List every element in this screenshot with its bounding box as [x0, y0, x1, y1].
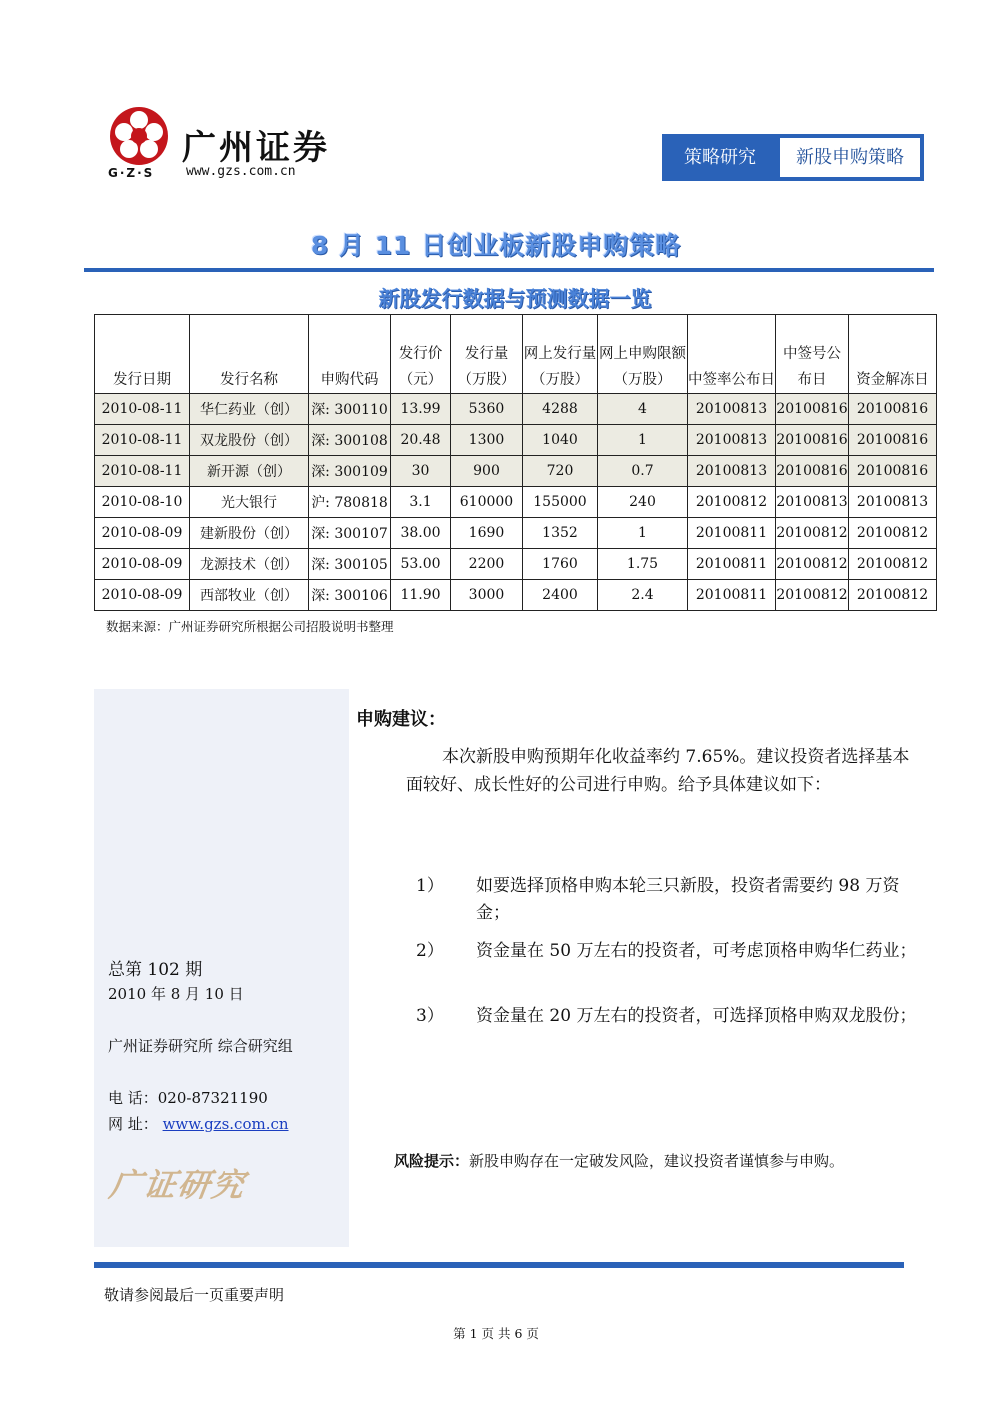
advice-item-text: 资金量在 50 万左右的投资者，可考虑顶格申购华仁药业；: [476, 941, 917, 961]
cell-unfreeze-date: 20100812: [849, 518, 937, 549]
col-header-price: 发行价（元）: [391, 315, 451, 394]
cell-number-date: 20100812: [776, 518, 849, 549]
cell-price: 20.48: [391, 425, 451, 456]
cell-rate-date: 20100811: [688, 518, 776, 549]
cell-limit: 240: [598, 487, 688, 518]
risk-warning: [394, 1150, 844, 1171]
cell-volume: 5360: [451, 394, 523, 425]
table-title: 新股发行数据与预测数据一览: [378, 287, 652, 311]
col-header-code: 申购代码: [309, 315, 391, 394]
advice-item-text: 资金量在 20 万左右的投资者，可选择顶格申购双龙股份；: [476, 1006, 917, 1026]
cell-code: 深: 300106: [309, 580, 391, 611]
table-row: [95, 549, 937, 580]
cell-online-volume: 4288: [523, 394, 598, 425]
cell-volume: 2200: [451, 549, 523, 580]
report-date: 2010 年 8 月 10 日: [108, 985, 244, 1003]
table-row: [95, 487, 937, 518]
cell-limit: 1.75: [598, 549, 688, 580]
phone: 电 话：020-87321190: [108, 1089, 268, 1107]
cell-code: 深: 300108: [309, 425, 391, 456]
cell-date: 2010-08-10: [95, 487, 190, 518]
table-row: [95, 394, 937, 425]
research-dept: 广州证券研究所 综合研究组: [108, 1037, 293, 1055]
cell-price: 11.90: [391, 580, 451, 611]
cell-code: 沪: 780818: [309, 487, 391, 518]
issue-number: 总第 102 期: [108, 960, 203, 980]
cell-date: 2010-08-09: [95, 580, 190, 611]
gzs-emblem-icon: [106, 106, 172, 166]
cell-rate-date: 20100813: [688, 425, 776, 456]
cell-online-volume: 1760: [523, 549, 598, 580]
advice-item-text: 如要选择顶格申购本轮三只新股，投资者需要约 98 万资金；: [476, 876, 900, 923]
col-header-volume: 发行量（万股）: [451, 315, 523, 394]
cell-number-date: 20100816: [776, 425, 849, 456]
cell-name: 华仁药业（创）: [190, 394, 309, 425]
cell-limit: 1: [598, 425, 688, 456]
cell-volume: 610000: [451, 487, 523, 518]
title-rule: [84, 268, 934, 272]
cell-volume: 3000: [451, 580, 523, 611]
cell-limit: 4: [598, 394, 688, 425]
cell-price: 30: [391, 456, 451, 487]
research-stamp: 广证研究: [107, 1166, 249, 1204]
col-header-date: 发行日期: [95, 315, 190, 394]
cell-limit: 1: [598, 518, 688, 549]
cell-price: 3.1: [391, 487, 451, 518]
cell-unfreeze-date: 20100816: [849, 394, 937, 425]
cell-rate-date: 20100813: [688, 394, 776, 425]
logo-name: 广州证券: [182, 128, 330, 168]
cell-volume: 1300: [451, 425, 523, 456]
cell-date: 2010-08-11: [95, 456, 190, 487]
cell-price: 53.00: [391, 549, 451, 580]
cell-code: 深: 300105: [309, 549, 391, 580]
cell-rate-date: 20100811: [688, 580, 776, 611]
website-label: 网 址：: [108, 1115, 158, 1133]
cell-price: 38.00: [391, 518, 451, 549]
cell-limit: 2.4: [598, 580, 688, 611]
cell-date: 2010-08-11: [95, 425, 190, 456]
ipo-table: [94, 314, 937, 611]
cell-name: 西部牧业（创）: [190, 580, 309, 611]
cell-unfreeze-date: 20100816: [849, 456, 937, 487]
cell-price: 13.99: [391, 394, 451, 425]
table-row: [95, 580, 937, 611]
col-header-unfreeze-date: 资金解冻日: [849, 315, 937, 394]
cell-code: 深: 300110: [309, 394, 391, 425]
cell-date: 2010-08-09: [95, 549, 190, 580]
cell-code: 深: 300109: [309, 456, 391, 487]
cell-unfreeze-date: 20100813: [849, 487, 937, 518]
risk-label: 风险提示：: [394, 1152, 470, 1170]
cell-unfreeze-date: 20100812: [849, 549, 937, 580]
advice-item-number: 1）: [416, 876, 444, 896]
col-header-name: 发行名称: [190, 315, 309, 394]
company-logo: [106, 106, 356, 186]
tag-category: 策略研究: [684, 147, 756, 168]
cell-online-volume: 720: [523, 456, 598, 487]
col-header-limit: 网上申购限额（万股）: [598, 315, 688, 394]
cell-name: 光大银行: [190, 487, 309, 518]
advice-heading: 申购建议：: [356, 709, 446, 730]
cell-date: 2010-08-11: [95, 394, 190, 425]
cell-rate-date: 20100811: [688, 549, 776, 580]
advice-item-number: 3）: [416, 1006, 444, 1026]
cell-volume: 1690: [451, 518, 523, 549]
cell-unfreeze-date: 20100816: [849, 425, 937, 456]
cell-rate-date: 20100812: [688, 487, 776, 518]
cell-name: 新开源（创）: [190, 456, 309, 487]
cell-number-date: 20100813: [776, 487, 849, 518]
advice-body: 本次新股申购预期年化收益率约 7.65%。建议投资者选择基本面较好、成长性好的公司进行申购。给予具体建议如下：: [406, 747, 910, 795]
cell-number-date: 20100812: [776, 549, 849, 580]
table-row: [95, 518, 937, 549]
data-source: 数据来源：广州证券研究所根据公司招股说明书整理: [106, 619, 394, 634]
cell-online-volume: 1352: [523, 518, 598, 549]
cell-rate-date: 20100813: [688, 456, 776, 487]
page-number: 第 1 页 共 6 页: [453, 1326, 539, 1341]
tag-topic: 新股申购策略: [780, 138, 920, 177]
cell-name: 建新股份（创）: [190, 518, 309, 549]
website: [108, 1113, 289, 1134]
cell-number-date: 20100812: [776, 580, 849, 611]
cell-name: 双龙股份（创）: [190, 425, 309, 456]
table-row: [95, 456, 937, 487]
cell-name: 龙源技术（创）: [190, 549, 309, 580]
advice-item-number: 2）: [416, 941, 444, 961]
cell-online-volume: 2400: [523, 580, 598, 611]
col-header-online-volume: 网上发行量（万股）: [523, 315, 598, 394]
cell-code: 深: 300107: [309, 518, 391, 549]
table-row: [95, 425, 937, 456]
cell-number-date: 20100816: [776, 394, 849, 425]
logo-abbr: G·Z·S: [108, 166, 155, 180]
cell-volume: 900: [451, 456, 523, 487]
website-link[interactable]: www.gzs.com.cn: [162, 1115, 289, 1133]
col-header-number-date: 中签号公布日: [776, 315, 849, 394]
risk-text: 新股申购存在一定破发风险，建议投资者谨慎参与申购。: [469, 1152, 845, 1170]
cell-limit: 0.7: [598, 456, 688, 487]
cell-date: 2010-08-09: [95, 518, 190, 549]
logo-url: www.gzs.com.cn: [186, 164, 296, 179]
disclaimer-note: 敬请参阅最后一页重要声明: [104, 1286, 285, 1304]
col-header-rate-date: 中签率公布日: [688, 315, 776, 394]
cell-online-volume: 155000: [523, 487, 598, 518]
cell-unfreeze-date: 20100812: [849, 580, 937, 611]
page-title: 8 月 11 日创业板新股申购策略: [310, 231, 682, 260]
report-tag: [662, 134, 924, 181]
footer-rule: [94, 1262, 904, 1268]
cell-number-date: 20100816: [776, 456, 849, 487]
cell-online-volume: 1040: [523, 425, 598, 456]
table-header-row: [95, 315, 937, 394]
